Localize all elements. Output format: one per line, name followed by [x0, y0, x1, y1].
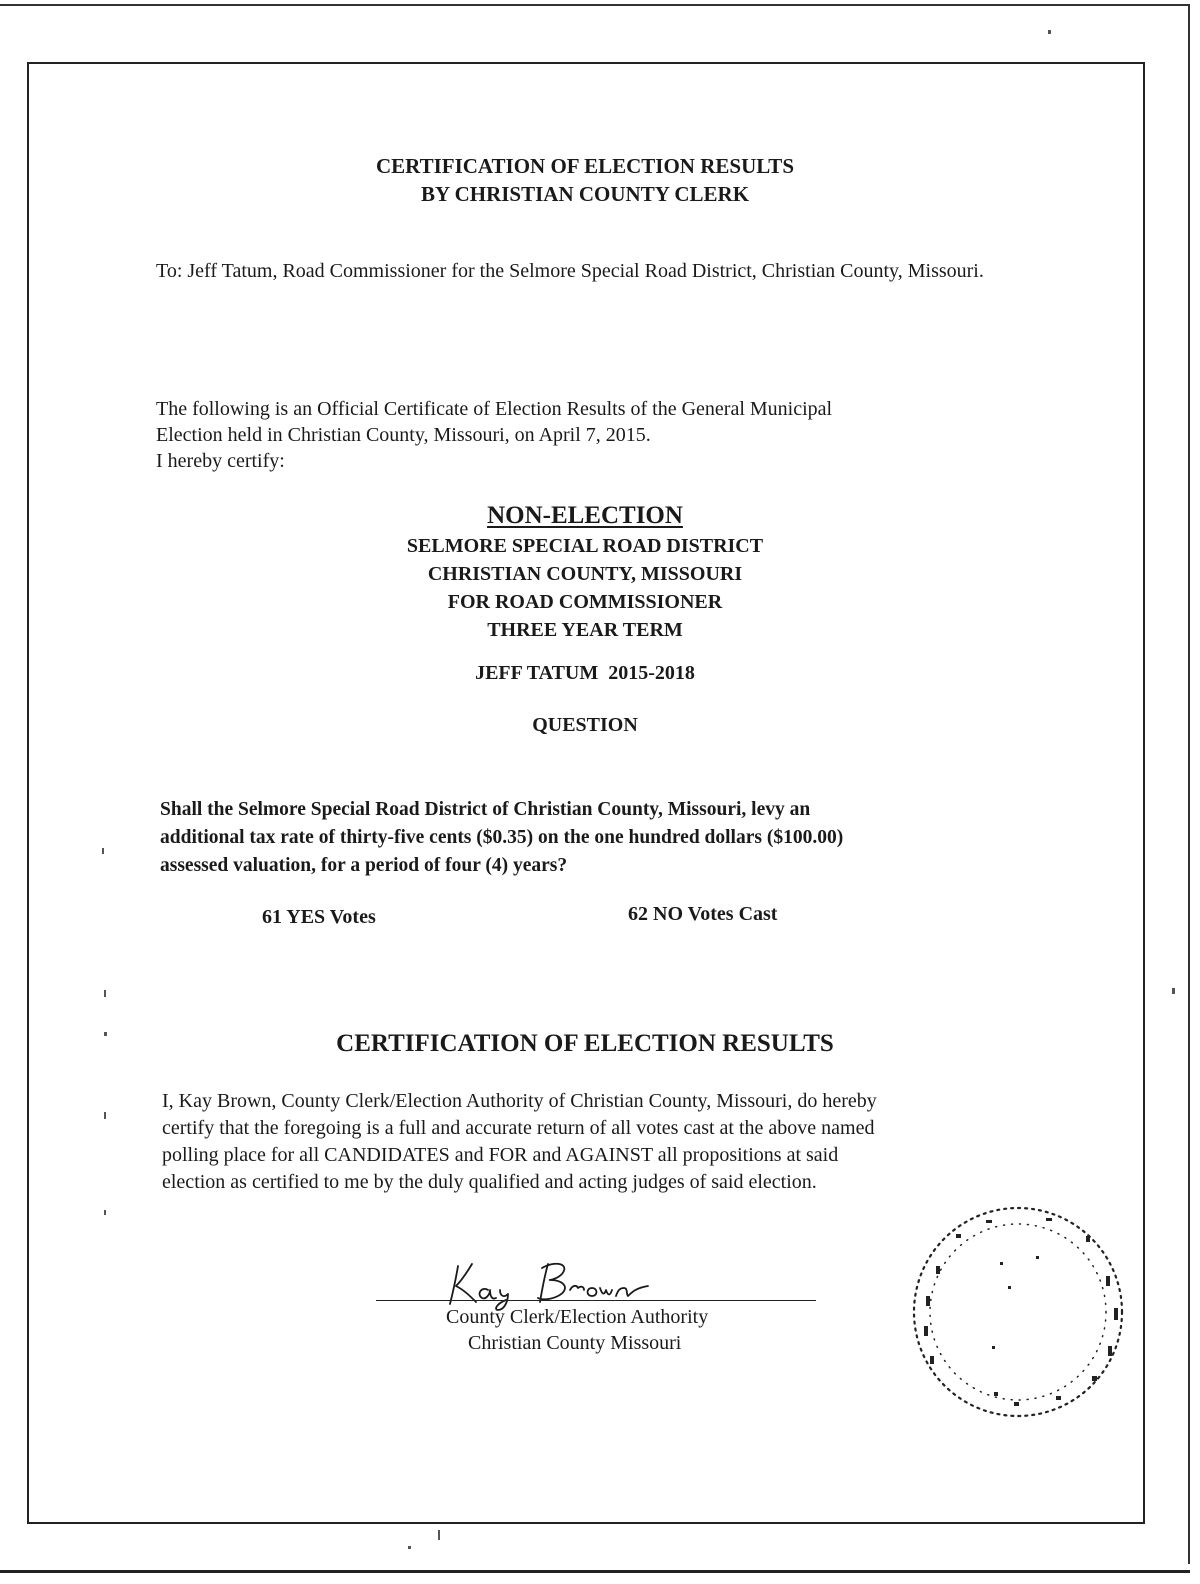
- document-title: [200, 152, 970, 208]
- district-line-2: CHRISTIAN COUNTY, MISSOURI: [427, 563, 743, 585]
- district-line-4: THREE YEAR TERM: [487, 619, 683, 641]
- scan-edge-bottom: [0, 1570, 1190, 1573]
- question-label: QUESTION: [532, 714, 638, 736]
- question-line-3: assessed valuation, for a period of four (4) years?: [160, 855, 568, 876]
- intro-line-3: I hereby certify:: [156, 450, 285, 472]
- question-line-2: additional tax rate of thirty-five cents ($0.35) on the one hundred dollars ($100.00): [160, 827, 844, 848]
- intro-line-2: Election held in Christian County, Missouri, on April 7, 2015.: [156, 424, 651, 446]
- scan-speck: [104, 1112, 106, 1119]
- scan-speck: [1048, 30, 1051, 34]
- scan-speck: [102, 848, 104, 854]
- question-line-1: Shall the Selmore Special Road District of Christian County, Missouri, levy an: [160, 799, 811, 820]
- certification-heading: CERTIFICATION OF ELECTION RESULTS: [336, 1030, 834, 1057]
- certification-line-4: election as certified to me by the duly qualified and acting judges of said election.: [162, 1171, 817, 1193]
- certification-line-3: polling place for all CANDIDATES and FOR and AGAINST all propositions at said: [162, 1144, 839, 1166]
- signature-title: [446, 1304, 846, 1356]
- scan-edge-right: [1188, 4, 1190, 1564]
- non-election-heading: NON-ELECTION: [487, 502, 683, 529]
- scan-speck: [438, 1530, 440, 1540]
- certification-body: [162, 1088, 1032, 1196]
- intro-line-1: The following is an Official Certificate of Election Results of the General Municipal: [156, 398, 833, 420]
- scan-speck: [408, 1546, 411, 1549]
- handwritten-signature: [420, 1252, 660, 1312]
- district-line-1: SELMORE SPECIAL ROAD DISTRICT: [406, 535, 764, 557]
- yes-votes: 61 YES Votes: [262, 906, 376, 928]
- title-line-1: CERTIFICATION OF ELECTION RESULTS: [375, 154, 794, 178]
- certification-line-1: I, Kay Brown, County Clerk/Election Authority of Christian County, Missouri, do hereby: [162, 1090, 877, 1112]
- no-votes: 62 NO Votes Cast: [628, 903, 778, 925]
- embossed-seal: [896, 1196, 1146, 1426]
- scan-speck: [1172, 988, 1175, 994]
- candidate-line: JEFF TATUM 2015-2018: [475, 662, 695, 684]
- certification-line-2: certify that the foregoing is a full and accurate return of all votes cast at the above named: [162, 1117, 875, 1139]
- intro-paragraph: [156, 396, 986, 474]
- question-text: [160, 796, 1020, 880]
- scan-speck: [104, 1210, 106, 1215]
- title-line-2: BY CHRISTIAN COUNTY CLERK: [420, 182, 750, 206]
- district-block: [260, 532, 910, 644]
- signature-title-line-1: County Clerk/Election Authority: [446, 1306, 709, 1328]
- signature-line: [376, 1300, 816, 1301]
- addressee-line: To: Jeff Tatum, Road Commissioner for the Selmore Special Road District, Christian County, Missouri.: [156, 260, 984, 282]
- district-line-3: FOR ROAD COMMISSIONER: [447, 591, 723, 613]
- scan-edge-top: [0, 4, 1190, 6]
- signature-title-line-2: Christian County Missouri: [468, 1332, 682, 1354]
- scan-speck: [104, 990, 106, 997]
- scan-speck: [104, 1032, 107, 1036]
